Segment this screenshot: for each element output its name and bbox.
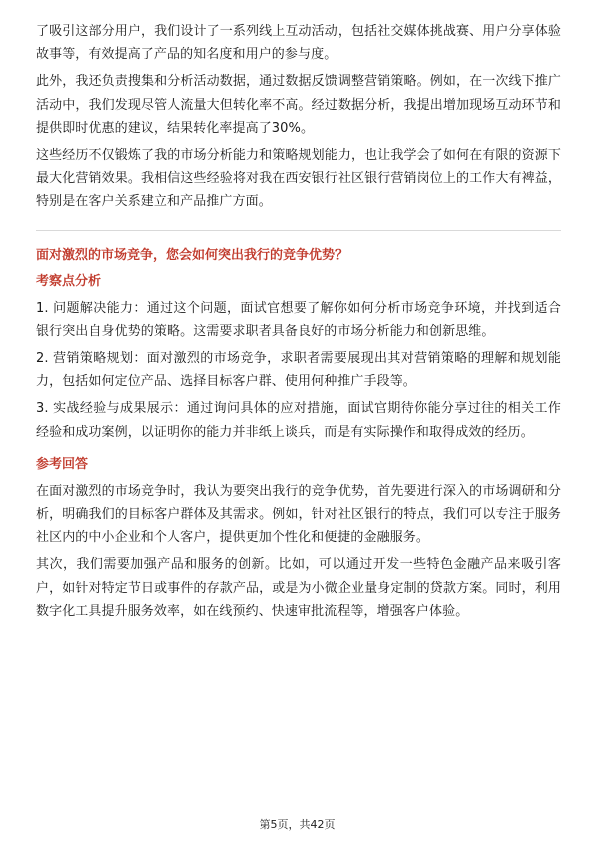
- section-divider: [36, 230, 561, 231]
- analysis-item-3: 3. 实战经验与成果展示：通过询问具体的应对措施，面试官期待你能分享过往的相关工作经验和成功案例，以证明你的能力并非纸上谈兵，而是有实际操作和取得成效的经历。: [36, 401, 561, 440]
- intro-paragraph-1: 了吸引这部分用户，我们设计了一系列线上互动活动，包括社交媒体挑战赛、用户分享体验故事等，有效提高了产品的知名度和用户的参与度。: [36, 24, 561, 63]
- page-footer: 第5页，共42页: [259, 818, 336, 831]
- analysis-item-1: 1. 问题解决能力：通过这个问题，面试官想要了解你如何分析市场竞争环境，并找到适合银行突出自身优势的策略。这需要求职者具备良好的市场分析能力和创新思维。: [36, 300, 561, 339]
- answer-paragraph-2: 其次，我们需要加强产品和服务的创新。比如，可以通过开发一些特色金融产品来吸引客户，如针对特定节日或事件的存款产品，或是为小微企业量身定制的贷款方案。同时，利用数字化工具提升服务效率，如在线预约、快速审批流程等，增强客户体验。: [36, 557, 561, 619]
- analysis-heading: 考察点分析: [36, 273, 102, 289]
- question-heading: 面对激烈的市场竞争，您会如何突出我行的竞争优势？: [36, 247, 349, 263]
- answer-heading: 参考回答: [36, 456, 89, 472]
- analysis-item-2: 2. 营销策略规划：面对激烈的市场竞争，求职者需要展现出其对营销策略的理解和规划能力，包括如何定位产品、选择目标客户群、使用何种推广手段等。: [36, 351, 561, 390]
- answer-paragraph-1: 在面对激烈的市场竞争时，我认为要突出我行的竞争优势，首先要进行深入的市场调研和分析，明确我们的目标客户群体及其需求。例如，针对社区银行的特点，我们可以专注于服务社区内的中小企业和个人客户，提供更加个性化和便捷的金融服务。: [36, 483, 561, 546]
- intro-paragraph-3: 这些经历不仅锻炼了我的市场分析能力和策略规划能力，也让我学会了如何在有限的资源下最大化营销效果。我相信这些经验将对我在西安银行社区银行营销岗位上的工作大有裨益，特别是在客户关系建立和产品推广方面。: [36, 148, 561, 210]
- intro-paragraph-2: 此外，我还负责搜集和分析活动数据，通过数据反馈调整营销策略。例如，在一次线下推广活动中，我们发现尽管人流量大但转化率不高。经过数据分析，我提出增加现场互动环节和提供即时优惠的建议，结果转化率提高了30%。: [36, 74, 561, 136]
